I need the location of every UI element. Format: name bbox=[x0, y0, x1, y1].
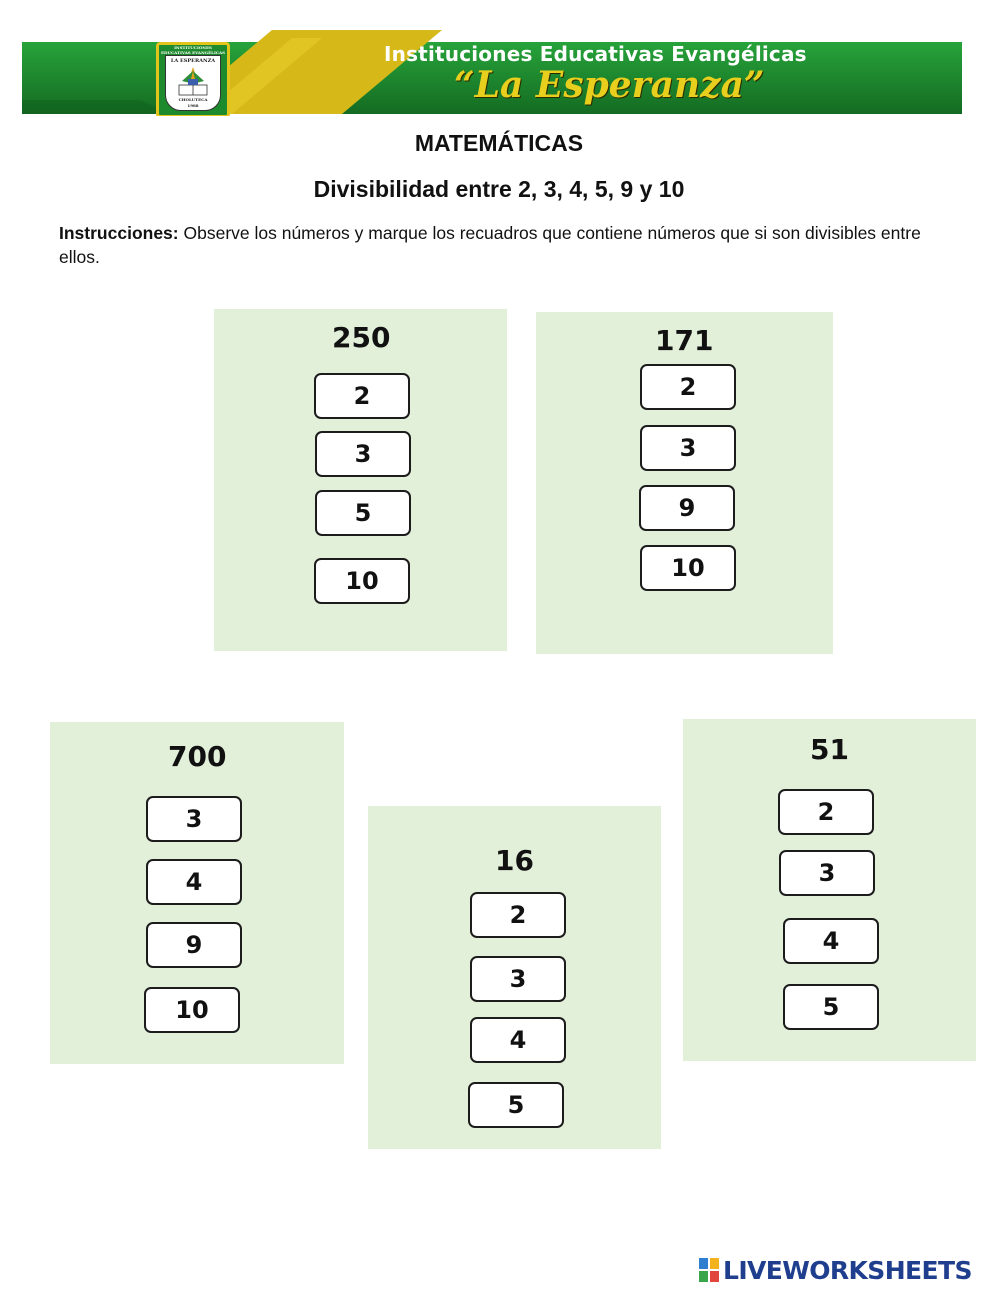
option-box[interactable]: 2 bbox=[470, 892, 566, 938]
card-number: 16 bbox=[495, 844, 534, 877]
logo-school-name: LA ESPERANZA bbox=[170, 58, 216, 64]
logo-city: CHOLUTECA bbox=[178, 97, 208, 102]
watermark-text: LIVEWORKSHEETS bbox=[723, 1255, 972, 1285]
option-box[interactable]: 9 bbox=[146, 922, 242, 968]
topic-title: Divisibilidad entre 2, 3, 4, 5, 9 y 10 bbox=[313, 176, 685, 202]
option-box[interactable]: 4 bbox=[783, 918, 879, 964]
card-number: 250 bbox=[332, 321, 391, 354]
option-box[interactable]: 5 bbox=[468, 1082, 564, 1128]
option-box[interactable]: 2 bbox=[778, 789, 874, 835]
option-box[interactable]: 3 bbox=[315, 431, 411, 477]
option-box[interactable]: 3 bbox=[470, 956, 566, 1002]
school-logo bbox=[156, 42, 230, 116]
card-250 bbox=[214, 309, 507, 651]
option-box[interactable]: 3 bbox=[779, 850, 875, 896]
option-box[interactable]: 10 bbox=[144, 987, 240, 1033]
card-171 bbox=[536, 312, 833, 654]
liveworksheets-watermark bbox=[698, 1255, 972, 1285]
option-box[interactable]: 9 bbox=[639, 485, 735, 531]
subject-title: MATEMÁTICAS bbox=[414, 130, 584, 156]
card-number: 171 bbox=[655, 324, 714, 357]
header-banner bbox=[22, 30, 962, 116]
option-box[interactable]: 10 bbox=[640, 545, 736, 591]
instructions bbox=[59, 221, 939, 269]
option-box[interactable]: 2 bbox=[640, 364, 736, 410]
option-box[interactable]: 3 bbox=[146, 796, 242, 842]
option-box[interactable]: 4 bbox=[470, 1017, 566, 1063]
instructions-label: Instrucciones: bbox=[59, 223, 179, 243]
card-number: 700 bbox=[168, 740, 227, 773]
card-700 bbox=[50, 722, 344, 1064]
card-51 bbox=[683, 719, 976, 1061]
school-name: “La Esperanza” bbox=[454, 64, 765, 106]
instructions-text: Observe los números y marque los recuadros que contiene números que si son divisibles entre ellos. bbox=[59, 223, 921, 267]
option-box[interactable]: 3 bbox=[640, 425, 736, 471]
option-box[interactable]: 10 bbox=[314, 558, 410, 604]
card-number: 51 bbox=[810, 733, 849, 766]
logo-top-text: INSTITUCIONES EDUCATIVAS EVANGÉLICAS bbox=[160, 45, 226, 55]
card-16 bbox=[368, 806, 661, 1149]
liveworksheets-logo-icon bbox=[698, 1257, 720, 1283]
logo-year: 1988 bbox=[187, 103, 199, 108]
institution-name: Instituciones Educativas Evangélicas bbox=[384, 42, 807, 66]
option-box[interactable]: 5 bbox=[315, 490, 411, 536]
option-box[interactable]: 2 bbox=[314, 373, 410, 419]
option-box[interactable]: 5 bbox=[783, 984, 879, 1030]
logo-shield bbox=[165, 55, 221, 111]
option-box[interactable]: 4 bbox=[146, 859, 242, 905]
